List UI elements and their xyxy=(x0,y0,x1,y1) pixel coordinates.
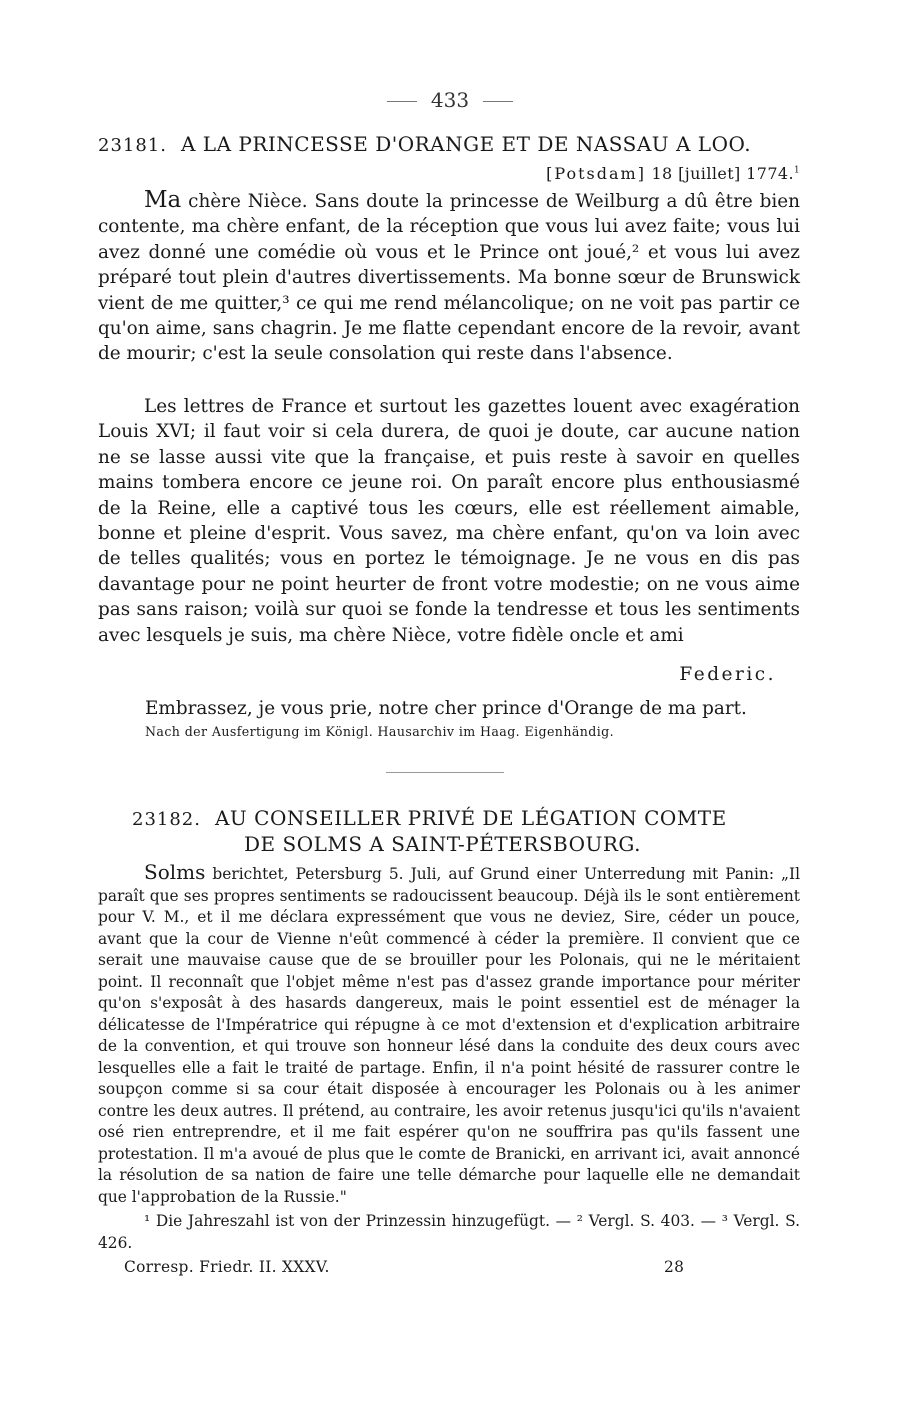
letter2-paragraph-text: berichtet, Petersburg 5. Juli, auf Grund einer Unterredung mit Panin: „Il paraît que ses propres sentiments se radoucissent beaucoup. Déjà ils le sont entièrement pour V. M., et il me déclara expressément que vous ne deviez, Sire, céder un pouce, avant que la cour de Vienne n'eût commencé à céder la première. Il convient que ce serait une mauvaise cause que de se brouiller pour les Polonais, qui ne le méritaient point. Il reconnaît que l'objet même n'est pas d'assez grande importance pour mériter qu'on s'exposât à des hasards dangereux, mais le point essentiel est de ménager la délicatesse de l'Impératrice qui répugne à ce mot d'extension et d'explication arbitraire de la convention, et qui trouve son honneur lésé dans la conduite des deux cours avec lesquelles elle a fait le traité de partage. Enfin, il n'a point hésité de rassurer contre le soupçon comme si sa cour était disposée à encourager les Polonais ou à les animer contre les deux autres. Il prétend, au contraire, les avoir retenus jusqu'ici qu'ils n'avaient osé rien entreprendre, et il me fait espérer qu'on ne souffrira pas qu'ils fassent une protestation. Il m'a avoué de plus que le comte de Branicki, en arrivant ici, avait annoncé la résolution de sa nation de faire une telle démarche pour laquelle elle ne demandait que l'approbation de la Russie." xyxy=(98,865,800,1206)
letter1-paragraph1 xyxy=(98,188,800,367)
letter2-dropcap: Solms xyxy=(144,860,206,884)
footer-signature-mark: 28 xyxy=(664,1258,685,1276)
letter1-dateline xyxy=(546,164,800,183)
page-number: 433 xyxy=(430,88,470,112)
footer-title: Corresp. Friedr. II. XXXV. xyxy=(124,1258,330,1276)
letter1-paragraph1-text: chère Nièce. Sans doute la princesse de Weilburg a dû être bien contente, ma chère enfant, de la réception que vous lui avez faite; vous lui avez donné une comédie où vous et le Prince ont joué,² et vous lui avez préparé tout plein d'autres divertissements. Ma bonne sœur de Brunswick vient de me quitter,³ ce qui me rend mélancolique; on ne voit pas partir ce qu'on aime, sans chagrin. Je me flatte cependant encore de la revoir, avant de mourir; c'est la seule consolation qui reste dans l'absence. xyxy=(98,191,800,365)
letter1-title: A LA PRINCESSE D'ORANGE ET DE NASSAU A LOO. xyxy=(180,132,752,156)
dateline-note-ref: 1 xyxy=(794,165,800,176)
left-dash xyxy=(387,101,417,102)
page-footer xyxy=(124,1258,684,1276)
letter1-source-note: Nach der Ausfertigung im Königl. Hausarchiv im Haag. Eigenhändig. xyxy=(145,724,615,739)
right-dash xyxy=(483,101,513,102)
running-head xyxy=(0,88,900,112)
letter1-postscript: Embrassez, je vous prie, notre cher prince d'Orange de ma part. xyxy=(145,698,747,719)
letter2-title-line1: AU CONSEILLER PRIVÉ DE LÉGATION COMTE xyxy=(214,806,727,830)
letter2-paragraph xyxy=(98,862,800,1208)
letter1-dropcap: Ma xyxy=(144,187,182,213)
letter1-heading xyxy=(98,132,802,158)
dateline-date: 18 [juillet] 1774. xyxy=(651,164,794,183)
letter1-paragraph2-text: Les lettres de France et surtout les gazettes louent avec exagération Louis XVI; il faut voir si cela durera, de quoi je doute, car aucune nation ne se lasse aussi vite que la française, et puis reste à savoir en quelles mains tombera encore ce jeune roi. On paraît encore plus enthousiasmé de la Reine, elle a captivé tous les cœurs, elle est réellement aimable, bonne et pleine d'esprit. Vous savez, ma chère enfant, qu'on va loin avec de telles qualités; vous en portez le témoignage. Je ne vous en dis pas davantage pour ne point heurter de front votre modestie; on ne vous aime pas sans raison; voilà sur quoi se fonde la tendresse et tous les sentiments avec lesquels je suis, ma chère Nièce, votre fidèle oncle et ami xyxy=(98,396,800,646)
letter1-paragraph2 xyxy=(98,394,800,648)
dateline-place: [Potsdam] xyxy=(546,164,646,183)
letter1-signature: Federic. xyxy=(679,664,776,685)
letter2-number: 23182. xyxy=(132,809,201,830)
section-divider xyxy=(386,772,504,773)
footnotes: ¹ Die Jahreszahl ist von der Prinzessin hinzugefügt. — ² Vergl. S. 403. — ³ Vergl. S. 426. xyxy=(98,1212,800,1252)
letter2-heading xyxy=(132,806,772,857)
letter2-title-line2: DE SOLMS A SAINT-PÉTERSBOURG. xyxy=(244,832,642,856)
letter1-number: 23181. xyxy=(98,135,167,156)
